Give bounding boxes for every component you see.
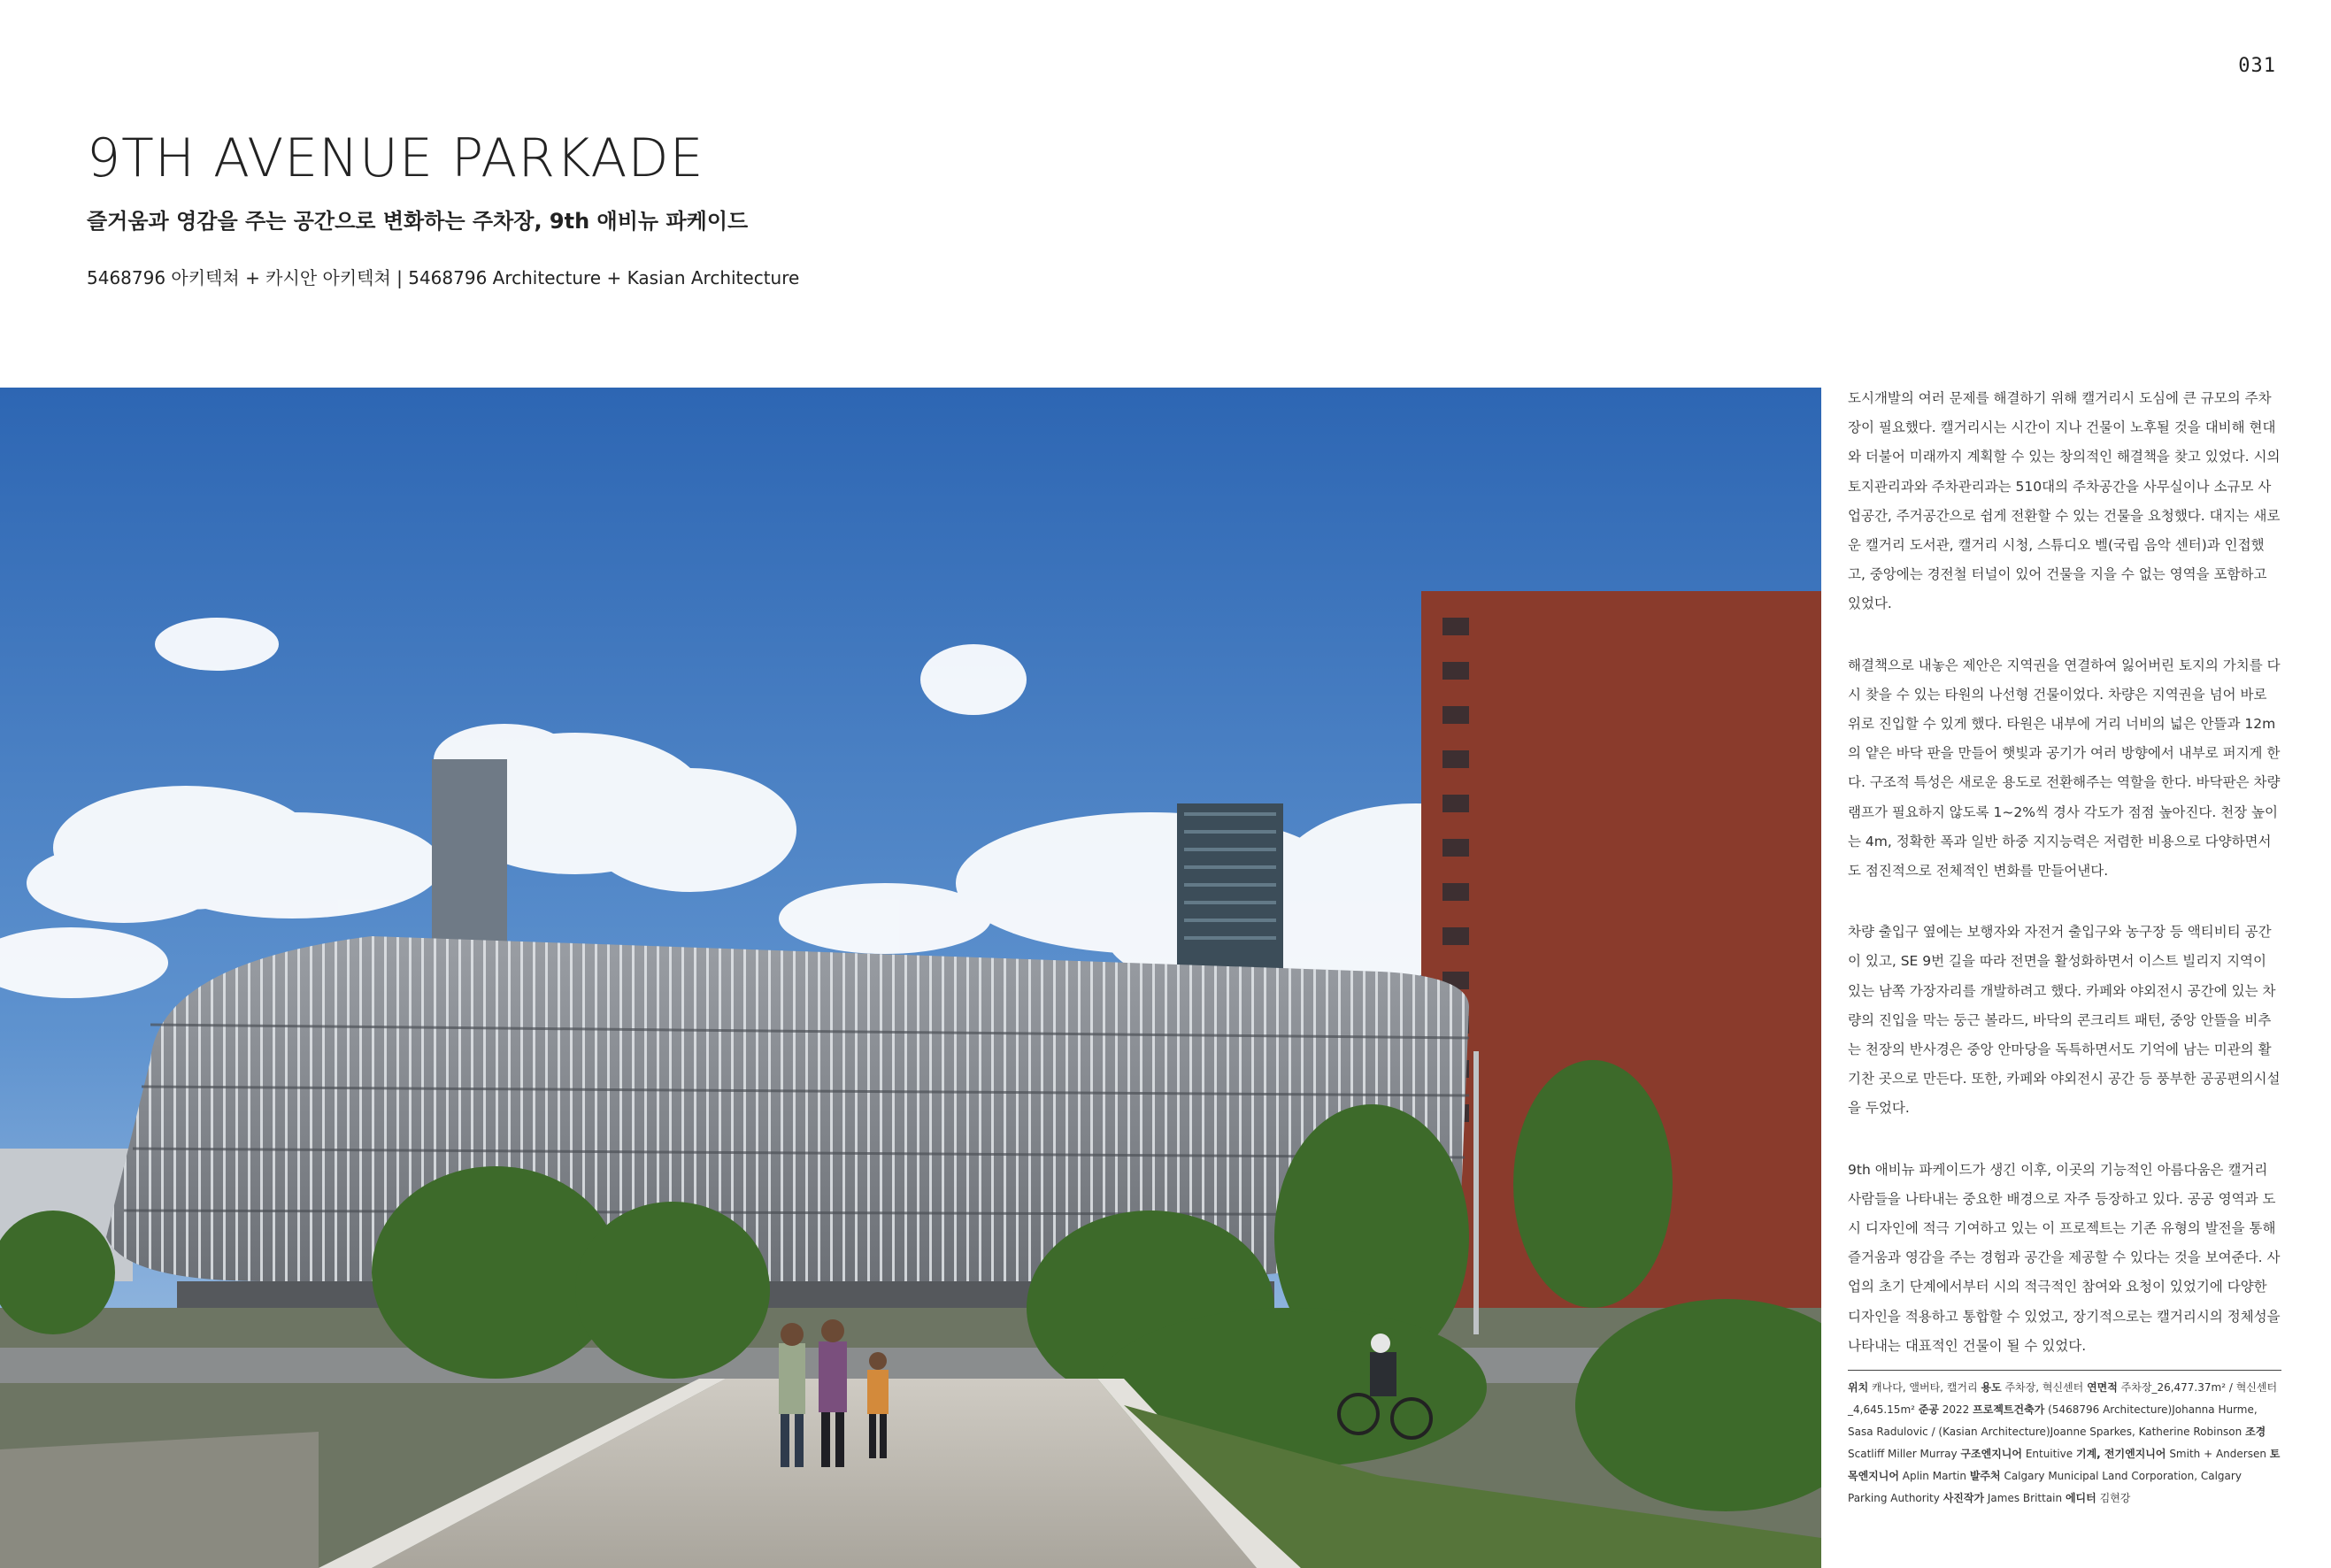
- page-title: 9TH AVENUE PARKADE: [87, 127, 704, 189]
- info-mep: Smith + Andersen: [2169, 1448, 2266, 1460]
- background-tower: [432, 759, 507, 963]
- street: [0, 1348, 1821, 1383]
- info-label-completion: 준공: [1918, 1403, 1939, 1416]
- page-number: 031: [2238, 55, 2276, 77]
- article-body: [1848, 384, 2281, 1393]
- info-label-area: 연면적: [2087, 1381, 2118, 1394]
- info-use: 주차장, 혁신센터: [2004, 1381, 2084, 1394]
- info-client: Calgary Municipal Land Corporation, Calgary Parking Authority: [1848, 1470, 2242, 1504]
- lamp-post: [1473, 1051, 1479, 1334]
- stairs: [0, 1432, 319, 1568]
- body-paragraph: 차량 출입구 옆에는 보행자와 자전거 출입구와 농구장 등 액티비티 공간이 있고, SE 9번 길을 따라 전면을 활성화하면서 이스트 빌리지 지역이 있는 남쪽 가장자리를 개발하려고 했다. 카페와 야외전시 공간에 있는 차량의 진입을 막는 둥근 볼라드, 바닥의 콘크리트 패턴, 중앙 안뜰을 비추는 천장의 반사경은 중앙 안마당을 독특하면서도 기억에 남는 미관의 활기찬 곳으로 만든다. 또한, 카페와 야외전시 공간 등 풍부한 공공편의시설을 두었다.: [1848, 924, 2281, 1117]
- info-civil: Aplin Martin: [1902, 1470, 1966, 1482]
- project-info: [1848, 1377, 2281, 1510]
- info-label-photographer: 사진작가: [1942, 1492, 1985, 1504]
- body-paragraph: 9th 애비뉴 파케이드가 생긴 이후, 이곳의 기능적인 아름다움은 캘거리 사람들을 나타내는 중요한 배경으로 자주 등장하고 있다. 공공 영역과 도시 디자인에 적극 기여하고 있는 이 프로젝트는 기존 유형의 발전을 통해 즐거움과 영감을 주는 경험과 공간을 제공할 수 있다는 것을 보여준다. 사업의 초기 단계에서부터 시의 적극적인 참여와 요청이 있었기에 다양한 디자인을 적용하고 통합할 수 있었고, 장기적으로는 캘거리시의 정체성을 나타내는 대표적인 건물이 될 수 있었다.: [1848, 1161, 2281, 1354]
- info-label-civil: 토목엔지니어: [1848, 1448, 2281, 1482]
- info-location: 캐나다, 앨버타, 캘거리: [1872, 1381, 1978, 1394]
- info-label-editor: 에디터: [2065, 1492, 2096, 1504]
- info-label-landscape: 조경: [2245, 1426, 2266, 1438]
- info-completion: 2022: [1942, 1403, 1970, 1416]
- info-photographer: James Brittain: [1987, 1492, 2063, 1504]
- info-divider: [1848, 1370, 2281, 1371]
- body-paragraph: 도시개발의 여러 문제를 해결하기 위해 캘거리시 도심에 큰 규모의 주차장이 필요했다. 캘거리시는 시간이 지나 건물이 노후될 것을 대비해 현대와 더불어 미래까지 계획할 수 있는 창의적인 해결책을 찾고 있었다. 시의 토지관리과와 주차관리과는 510대의 주차공간을 사무실이나 소규모 사업공간, 주거공간으로 쉽게 전환할 수 있는 건물을 요청했다. 대지는 새로운 캘거리 도서관, 캘거리 시청, 스튜디오 벨(국립 음악 센터)과 인접했고, 중앙에는 경전철 터널이 있어 건물을 지을 수 없는 영역을 포함하고 있었다.: [1848, 390, 2281, 612]
- parkade-photo: [0, 388, 1821, 1568]
- info-label-structural: 구조엔지니어: [1960, 1448, 2022, 1460]
- info-label-mep: 기계, 전기엔지니어: [2076, 1448, 2166, 1460]
- info-label-location: 위치: [1848, 1381, 1869, 1394]
- info-project-architect: (5468796 Architecture)Johanna Hurme, Sasa Radulovic / (Kasian Architecture)Joanne Sparkes, Katherine Robinson: [1848, 1403, 2258, 1438]
- architect-credits: 5468796 아키텍쳐 + 카시안 아키텍쳐 | 5468796 Architecture + Kasian Architecture: [87, 267, 800, 288]
- info-landscape: Scatliff Miller Murray: [1848, 1448, 1958, 1460]
- info-label-project-architect: 프로젝트건축가: [1973, 1403, 2045, 1416]
- info-label-use: 용도: [1981, 1381, 2002, 1394]
- info-structural: Entuitive: [2025, 1448, 2073, 1460]
- parkade-fins: [106, 936, 1469, 1281]
- info-editor: 김현강: [2099, 1492, 2131, 1504]
- info-area: 주차장_26,477.37m² / 혁신센터_4,645.15m²: [1848, 1381, 2278, 1416]
- body-paragraph: 해결책으로 내놓은 제안은 지역권을 연결하여 잃어버린 토지의 가치를 다시 찾을 수 있는 타원의 나선형 건물이었다. 차량은 지역권을 넘어 바로 위로 진입할 수 있게 했다. 타원은 내부에 거리 너비의 넓은 안뜰과 12m의 얕은 바닥 판을 만들어 햇빛과 공기가 여러 방향에서 내부로 퍼지게 한다. 구조적 특성은 새로운 용도로 전환해주는 역할을 한다. 바닥판은 차량 램프가 필요하지 않도록 1~2%씩 경사 각도가 점점 높아진다. 천장 높이는 4m, 정확한 폭과 일반 하중 지지능력은 저렴한 비용으로 다양하면서도 점진적으로 전체적인 변화를 만들어낸다.: [1848, 657, 2281, 880]
- parkade-photo-illustration: [0, 388, 1821, 1568]
- page-subtitle: 즐거움과 영감을 주는 공간으로 변화하는 주차장, 9th 애비뉴 파케이드: [87, 209, 749, 234]
- info-label-client: 발주처: [1969, 1470, 2001, 1482]
